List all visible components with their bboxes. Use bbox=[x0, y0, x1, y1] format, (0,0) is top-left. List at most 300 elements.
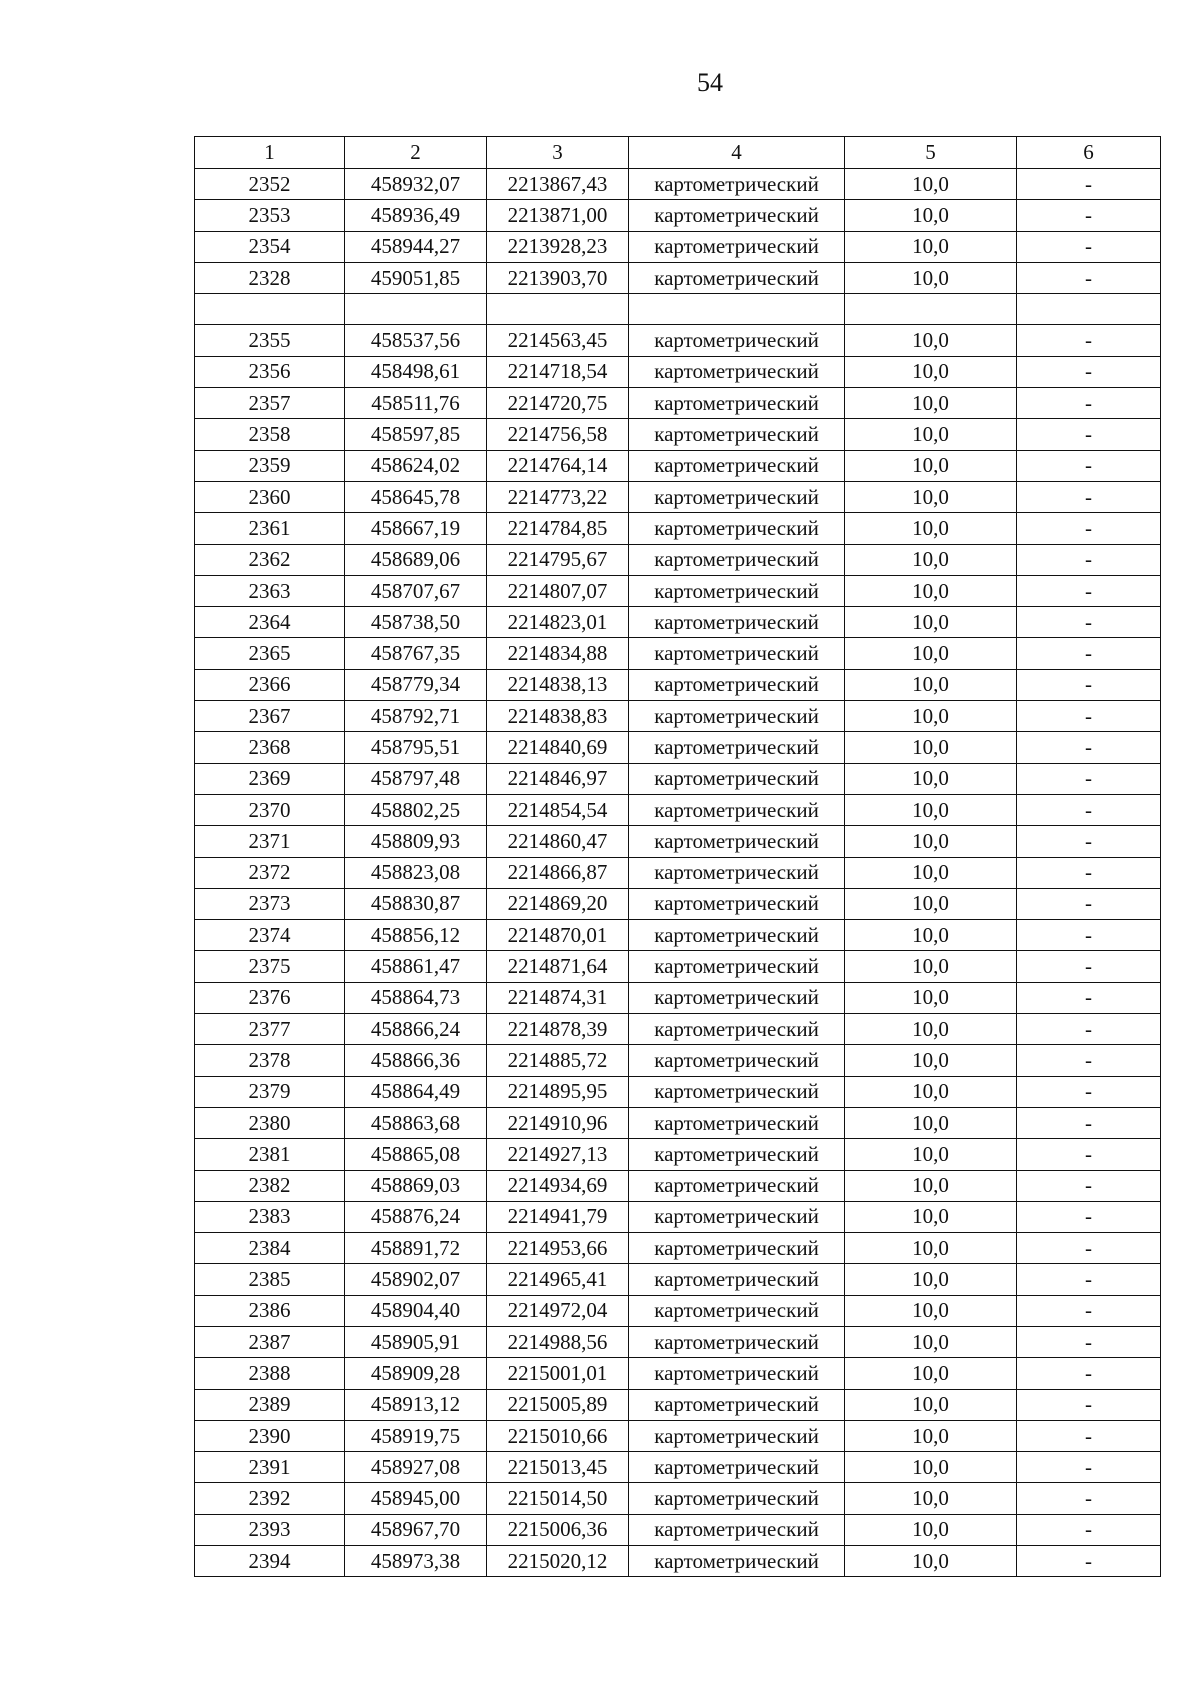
table-cell-col-1: 2375 bbox=[195, 951, 345, 982]
table-cell-col-1: 2354 bbox=[195, 231, 345, 262]
table-cell-col-4: картометрический bbox=[629, 1420, 845, 1451]
table-cell-col-2: 458667,19 bbox=[345, 513, 487, 544]
table-row bbox=[195, 1170, 1161, 1201]
table-cell-col-4: картометрический bbox=[629, 794, 845, 825]
table-row bbox=[195, 826, 1161, 857]
table-cell-col-4: картометрический bbox=[629, 1076, 845, 1107]
table-cell-col-4: картометрический bbox=[629, 1452, 845, 1483]
table-row bbox=[195, 356, 1161, 387]
table-cell-col-5: 10,0 bbox=[845, 951, 1017, 982]
table-cell-col-4: картометрический bbox=[629, 262, 845, 293]
table-cell-col-1: 2360 bbox=[195, 481, 345, 512]
table-cell-col-1: 2371 bbox=[195, 826, 345, 857]
table-cell-col-1: 2377 bbox=[195, 1014, 345, 1045]
page-number: 54 bbox=[697, 68, 723, 97]
table-row bbox=[195, 513, 1161, 544]
table-cell-col-2: 458904,40 bbox=[345, 1295, 487, 1326]
table-cell-col-4: картометрический bbox=[629, 575, 845, 606]
table-cell-col-6: - bbox=[1017, 1107, 1161, 1138]
table-cell-col-4: картометрический bbox=[629, 1233, 845, 1264]
table-row bbox=[195, 1014, 1161, 1045]
header-row bbox=[195, 137, 1161, 169]
table-cell-col-2: 458767,35 bbox=[345, 638, 487, 669]
table-cell-col-2: 458944,27 bbox=[345, 231, 487, 262]
table-cell-col-6: - bbox=[1017, 575, 1161, 606]
table-row bbox=[195, 701, 1161, 732]
table-row bbox=[195, 951, 1161, 982]
table-cell-col-3 bbox=[487, 294, 629, 325]
table-cell-col-3: 2215005,89 bbox=[487, 1389, 629, 1420]
table-cell-col-2: 458738,50 bbox=[345, 607, 487, 638]
table-cell-col-4: картометрический bbox=[629, 231, 845, 262]
table-cell-col-1: 2366 bbox=[195, 669, 345, 700]
table-cell-col-1: 2362 bbox=[195, 544, 345, 575]
table-cell-col-3: 2214941,79 bbox=[487, 1201, 629, 1232]
table-cell-col-6: - bbox=[1017, 1514, 1161, 1545]
table-row bbox=[195, 481, 1161, 512]
table-cell-col-5: 10,0 bbox=[845, 481, 1017, 512]
table-cell-col-3: 2214885,72 bbox=[487, 1045, 629, 1076]
table-cell-col-3: 2214795,67 bbox=[487, 544, 629, 575]
table-cell-col-3: 2213928,23 bbox=[487, 231, 629, 262]
table-cell-col-5: 10,0 bbox=[845, 1546, 1017, 1577]
table-cell-col-6: - bbox=[1017, 826, 1161, 857]
table-cell-col-2: 458936,49 bbox=[345, 200, 487, 231]
table-cell-col-5: 10,0 bbox=[845, 1514, 1017, 1545]
table-cell-col-3: 2214860,47 bbox=[487, 826, 629, 857]
table-cell-col-5: 10,0 bbox=[845, 794, 1017, 825]
table-cell-col-1: 2358 bbox=[195, 419, 345, 450]
table-body bbox=[195, 169, 1161, 1577]
table-cell-col-5: 10,0 bbox=[845, 169, 1017, 200]
table-cell-col-2: 459051,85 bbox=[345, 262, 487, 293]
table-cell-col-5: 10,0 bbox=[845, 732, 1017, 763]
table-cell-col-5: 10,0 bbox=[845, 763, 1017, 794]
table-row bbox=[195, 200, 1161, 231]
column-header-3: 3 bbox=[487, 137, 629, 169]
table-cell-col-5: 10,0 bbox=[845, 388, 1017, 419]
table-cell-col-4: картометрический bbox=[629, 701, 845, 732]
table-cell-col-2: 458809,93 bbox=[345, 826, 487, 857]
table-cell-col-4: картометрический bbox=[629, 763, 845, 794]
table-cell-col-6: - bbox=[1017, 544, 1161, 575]
table-cell-col-3: 2214953,66 bbox=[487, 1233, 629, 1264]
table-cell-col-4: картометрический bbox=[629, 1139, 845, 1170]
table-cell-col-5: 10,0 bbox=[845, 1326, 1017, 1357]
table-cell-col-5: 10,0 bbox=[845, 1483, 1017, 1514]
table-cell-col-5 bbox=[845, 294, 1017, 325]
table-cell-col-2: 458919,75 bbox=[345, 1420, 487, 1451]
table-cell-col-3: 2215020,12 bbox=[487, 1546, 629, 1577]
table-cell-col-4: картометрический bbox=[629, 419, 845, 450]
table-cell-col-6: - bbox=[1017, 1326, 1161, 1357]
table-cell-col-2: 458797,48 bbox=[345, 763, 487, 794]
table-cell-col-3: 2214965,41 bbox=[487, 1264, 629, 1295]
column-header-5: 5 bbox=[845, 137, 1017, 169]
column-header-6: 6 bbox=[1017, 137, 1161, 169]
table-cell-col-4: картометрический bbox=[629, 888, 845, 919]
table-cell-col-5: 10,0 bbox=[845, 826, 1017, 857]
table-cell-col-5: 10,0 bbox=[845, 1420, 1017, 1451]
table-cell-col-6: - bbox=[1017, 701, 1161, 732]
table-cell-col-3: 2213867,43 bbox=[487, 169, 629, 200]
table-cell-col-2: 458779,34 bbox=[345, 669, 487, 700]
table-cell-col-6: - bbox=[1017, 1483, 1161, 1514]
table-cell-col-4: картометрический bbox=[629, 1045, 845, 1076]
table-cell-col-6: - bbox=[1017, 1420, 1161, 1451]
table-cell-col-3: 2214878,39 bbox=[487, 1014, 629, 1045]
table-cell-col-5: 10,0 bbox=[845, 356, 1017, 387]
table-cell-col-6: - bbox=[1017, 1233, 1161, 1264]
table-cell-col-5: 10,0 bbox=[845, 1233, 1017, 1264]
table-cell-col-1: 2367 bbox=[195, 701, 345, 732]
table-cell-col-6: - bbox=[1017, 888, 1161, 919]
table-cell-col-2: 458856,12 bbox=[345, 920, 487, 951]
table-cell-col-1: 2384 bbox=[195, 1233, 345, 1264]
table-cell-col-5: 10,0 bbox=[845, 638, 1017, 669]
table-cell-col-2: 458707,67 bbox=[345, 575, 487, 606]
table-cell-col-4: картометрический bbox=[629, 951, 845, 982]
table-cell-col-5: 10,0 bbox=[845, 450, 1017, 481]
table-cell-col-5: 10,0 bbox=[845, 513, 1017, 544]
table-row bbox=[195, 732, 1161, 763]
table-cell-col-1: 2393 bbox=[195, 1514, 345, 1545]
table-cell-col-3: 2214870,01 bbox=[487, 920, 629, 951]
table-cell-col-6: - bbox=[1017, 1201, 1161, 1232]
table-cell-col-1: 2356 bbox=[195, 356, 345, 387]
table-cell-col-5: 10,0 bbox=[845, 888, 1017, 919]
table-row bbox=[195, 794, 1161, 825]
table-cell-col-2: 458909,28 bbox=[345, 1358, 487, 1389]
table-cell-col-1: 2385 bbox=[195, 1264, 345, 1295]
table-cell-col-1: 2390 bbox=[195, 1420, 345, 1451]
table-cell-col-1: 2370 bbox=[195, 794, 345, 825]
table-cell-col-2: 458864,73 bbox=[345, 982, 487, 1013]
table-cell-col-2: 458863,68 bbox=[345, 1107, 487, 1138]
table-cell-col-6: - bbox=[1017, 325, 1161, 356]
table-row bbox=[195, 982, 1161, 1013]
table-cell-col-4: картометрический bbox=[629, 1358, 845, 1389]
table-row bbox=[195, 169, 1161, 200]
table-cell-col-4: картометрический bbox=[629, 920, 845, 951]
table-cell-col-3: 2214972,04 bbox=[487, 1295, 629, 1326]
table-cell-col-1: 2353 bbox=[195, 200, 345, 231]
table-row bbox=[195, 1452, 1161, 1483]
table-cell-col-2: 458927,08 bbox=[345, 1452, 487, 1483]
table-cell-col-5: 10,0 bbox=[845, 262, 1017, 293]
table-cell-col-4: картометрический bbox=[629, 200, 845, 231]
table-cell-col-5: 10,0 bbox=[845, 1264, 1017, 1295]
table-cell-col-4: картометрический bbox=[629, 481, 845, 512]
table-cell-col-3: 2214720,75 bbox=[487, 388, 629, 419]
table-cell-col-6: - bbox=[1017, 388, 1161, 419]
table-cell-col-5: 10,0 bbox=[845, 1045, 1017, 1076]
table-cell-col-1: 2363 bbox=[195, 575, 345, 606]
table-cell-col-6: - bbox=[1017, 1264, 1161, 1295]
table-cell-col-2: 458891,72 bbox=[345, 1233, 487, 1264]
table-cell-col-3: 2214854,54 bbox=[487, 794, 629, 825]
table-cell-col-4: картометрический bbox=[629, 669, 845, 700]
table-cell-col-4 bbox=[629, 294, 845, 325]
table-cell-col-1: 2352 bbox=[195, 169, 345, 200]
table-cell-col-4: картометрический bbox=[629, 325, 845, 356]
table-row bbox=[195, 1107, 1161, 1138]
table-cell-col-3: 2214866,87 bbox=[487, 857, 629, 888]
table-cell-col-2: 458795,51 bbox=[345, 732, 487, 763]
table-row bbox=[195, 1264, 1161, 1295]
table-cell-col-1: 2365 bbox=[195, 638, 345, 669]
table-cell-col-3: 2214718,54 bbox=[487, 356, 629, 387]
table-cell-col-6: - bbox=[1017, 513, 1161, 544]
table-cell-col-5: 10,0 bbox=[845, 544, 1017, 575]
table-row bbox=[195, 419, 1161, 450]
table-cell-col-1 bbox=[195, 294, 345, 325]
table-cell-col-4: картометрический bbox=[629, 1201, 845, 1232]
table-cell-col-5: 10,0 bbox=[845, 857, 1017, 888]
table-cell-col-3: 2214784,85 bbox=[487, 513, 629, 544]
table-cell-col-2: 458876,24 bbox=[345, 1201, 487, 1232]
table-cell-col-3: 2214895,95 bbox=[487, 1076, 629, 1107]
table-cell-col-2: 458792,71 bbox=[345, 701, 487, 732]
table-cell-col-1: 2361 bbox=[195, 513, 345, 544]
table-cell-col-6: - bbox=[1017, 1076, 1161, 1107]
table-cell-col-5: 10,0 bbox=[845, 669, 1017, 700]
table-cell-col-6: - bbox=[1017, 1139, 1161, 1170]
table-cell-col-6: - bbox=[1017, 638, 1161, 669]
table-cell-col-1: 2392 bbox=[195, 1483, 345, 1514]
table-cell-col-1: 2368 bbox=[195, 732, 345, 763]
table-cell-col-2: 458537,56 bbox=[345, 325, 487, 356]
table-cell-col-6: - bbox=[1017, 200, 1161, 231]
table-cell-col-3: 2214846,97 bbox=[487, 763, 629, 794]
table-cell-col-1: 2388 bbox=[195, 1358, 345, 1389]
table-cell-col-4: картометрический bbox=[629, 982, 845, 1013]
table-cell-col-3: 2214563,45 bbox=[487, 325, 629, 356]
table-row bbox=[195, 1076, 1161, 1107]
table-cell-col-6: - bbox=[1017, 951, 1161, 982]
table-cell-col-5: 10,0 bbox=[845, 419, 1017, 450]
table-cell-col-2: 458913,12 bbox=[345, 1389, 487, 1420]
table-row bbox=[195, 231, 1161, 262]
table-cell-col-5: 10,0 bbox=[845, 325, 1017, 356]
table-cell-col-4: картометрический bbox=[629, 1107, 845, 1138]
table-row bbox=[195, 1139, 1161, 1170]
table-cell-col-5: 10,0 bbox=[845, 982, 1017, 1013]
table-row bbox=[195, 325, 1161, 356]
table-cell-col-3: 2214807,07 bbox=[487, 575, 629, 606]
table-cell-col-1: 2382 bbox=[195, 1170, 345, 1201]
table-cell-col-2: 458973,38 bbox=[345, 1546, 487, 1577]
table-cell-col-6: - bbox=[1017, 1546, 1161, 1577]
table-cell-col-6: - bbox=[1017, 262, 1161, 293]
table-cell-col-6: - bbox=[1017, 920, 1161, 951]
table-cell-col-5: 10,0 bbox=[845, 200, 1017, 231]
table-cell-col-5: 10,0 bbox=[845, 607, 1017, 638]
table-cell-col-4: картометрический bbox=[629, 1514, 845, 1545]
table-cell-col-6: - bbox=[1017, 231, 1161, 262]
table-cell-col-4: картометрический bbox=[629, 544, 845, 575]
table-row bbox=[195, 669, 1161, 700]
table-cell-col-5: 10,0 bbox=[845, 1452, 1017, 1483]
table-cell-col-3: 2215010,66 bbox=[487, 1420, 629, 1451]
table-row bbox=[195, 888, 1161, 919]
table-cell-col-2: 458865,08 bbox=[345, 1139, 487, 1170]
column-header-1: 1 bbox=[195, 137, 345, 169]
table-cell-col-1: 2376 bbox=[195, 982, 345, 1013]
table-cell-col-4: картометрический bbox=[629, 857, 845, 888]
table-cell-col-6: - bbox=[1017, 169, 1161, 200]
table-row bbox=[195, 1546, 1161, 1577]
table-cell-col-1: 2373 bbox=[195, 888, 345, 919]
table-cell-col-4: картометрический bbox=[629, 1295, 845, 1326]
table-cell-col-4: картометрический bbox=[629, 1389, 845, 1420]
table-cell-col-5: 10,0 bbox=[845, 1076, 1017, 1107]
table-cell-col-6: - bbox=[1017, 1014, 1161, 1045]
table-cell-col-4: картометрический bbox=[629, 388, 845, 419]
table-cell-col-2: 458902,07 bbox=[345, 1264, 487, 1295]
table-cell-col-1: 2381 bbox=[195, 1139, 345, 1170]
table-cell-col-6: - bbox=[1017, 763, 1161, 794]
table-row bbox=[195, 1326, 1161, 1357]
table-cell-col-6: - bbox=[1017, 1045, 1161, 1076]
table-cell-col-4: картометрический bbox=[629, 1483, 845, 1514]
column-header-4: 4 bbox=[629, 137, 845, 169]
table-row bbox=[195, 294, 1161, 325]
table-cell-col-5: 10,0 bbox=[845, 1389, 1017, 1420]
table-cell-col-1: 2383 bbox=[195, 1201, 345, 1232]
table-cell-col-1: 2359 bbox=[195, 450, 345, 481]
table-row bbox=[195, 857, 1161, 888]
table-cell-col-2: 458802,25 bbox=[345, 794, 487, 825]
table-cell-col-2: 458498,61 bbox=[345, 356, 487, 387]
table-cell-col-3: 2215001,01 bbox=[487, 1358, 629, 1389]
table-cell-col-6: - bbox=[1017, 450, 1161, 481]
table-cell-col-1: 2379 bbox=[195, 1076, 345, 1107]
table-cell-col-6: - bbox=[1017, 419, 1161, 450]
table-cell-col-6: - bbox=[1017, 794, 1161, 825]
table-cell-col-3: 2215014,50 bbox=[487, 1483, 629, 1514]
table-cell-col-4: картометрический bbox=[629, 1264, 845, 1295]
table-cell-col-1: 2374 bbox=[195, 920, 345, 951]
table-cell-col-5: 10,0 bbox=[845, 1170, 1017, 1201]
table-cell-col-4: картометрический bbox=[629, 826, 845, 857]
table-cell-col-1: 2389 bbox=[195, 1389, 345, 1420]
table-cell-col-6: - bbox=[1017, 1295, 1161, 1326]
table-row bbox=[195, 388, 1161, 419]
table-cell-col-1: 2355 bbox=[195, 325, 345, 356]
table-row bbox=[195, 1045, 1161, 1076]
table-cell-col-3: 2214934,69 bbox=[487, 1170, 629, 1201]
table-cell-col-3: 2213871,00 bbox=[487, 200, 629, 231]
table-cell-col-2: 458932,07 bbox=[345, 169, 487, 200]
table-cell-col-5: 10,0 bbox=[845, 701, 1017, 732]
table-cell-col-2: 458967,70 bbox=[345, 1514, 487, 1545]
table-cell-col-4: картометрический bbox=[629, 1546, 845, 1577]
table-cell-col-1: 2328 bbox=[195, 262, 345, 293]
table-row bbox=[195, 450, 1161, 481]
table-cell-col-2: 458945,00 bbox=[345, 1483, 487, 1514]
table-cell-col-4: картометрический bbox=[629, 450, 845, 481]
table-cell-col-6 bbox=[1017, 294, 1161, 325]
table-cell-col-2: 458597,85 bbox=[345, 419, 487, 450]
table-row bbox=[195, 763, 1161, 794]
table-cell-col-3: 2214773,22 bbox=[487, 481, 629, 512]
table-cell-col-6: - bbox=[1017, 1389, 1161, 1420]
table-row bbox=[195, 920, 1161, 951]
table-cell-col-4: картометрический bbox=[629, 513, 845, 544]
table-cell-col-1: 2378 bbox=[195, 1045, 345, 1076]
table-cell-col-5: 10,0 bbox=[845, 575, 1017, 606]
table-row bbox=[195, 262, 1161, 293]
table-row bbox=[195, 1233, 1161, 1264]
table-cell-col-5: 10,0 bbox=[845, 1201, 1017, 1232]
table-row bbox=[195, 638, 1161, 669]
table-cell-col-3: 2214869,20 bbox=[487, 888, 629, 919]
table-cell-col-3: 2214840,69 bbox=[487, 732, 629, 763]
table-cell-col-1: 2364 bbox=[195, 607, 345, 638]
table-cell-col-1: 2372 bbox=[195, 857, 345, 888]
table-cell-col-6: - bbox=[1017, 356, 1161, 387]
table-cell-col-3: 2213903,70 bbox=[487, 262, 629, 293]
table-cell-col-5: 10,0 bbox=[845, 1107, 1017, 1138]
table-cell-col-3: 2214756,58 bbox=[487, 419, 629, 450]
table-cell-col-3: 2214910,96 bbox=[487, 1107, 629, 1138]
table-cell-col-4: картометрический bbox=[629, 607, 845, 638]
table-cell-col-3: 2214764,14 bbox=[487, 450, 629, 481]
table-cell-col-2: 458511,76 bbox=[345, 388, 487, 419]
table-cell-col-5: 10,0 bbox=[845, 1295, 1017, 1326]
table-cell-col-1: 2391 bbox=[195, 1452, 345, 1483]
table-cell-col-1: 2386 bbox=[195, 1295, 345, 1326]
table-cell-col-4: картометрический bbox=[629, 356, 845, 387]
table-cell-col-2: 458864,49 bbox=[345, 1076, 487, 1107]
table-cell-col-3: 2214838,83 bbox=[487, 701, 629, 732]
table-row bbox=[195, 1201, 1161, 1232]
table-cell-col-2: 458645,78 bbox=[345, 481, 487, 512]
table-cell-col-6: - bbox=[1017, 982, 1161, 1013]
table-cell-col-4: картометрический bbox=[629, 1170, 845, 1201]
table-cell-col-5: 10,0 bbox=[845, 920, 1017, 951]
table-cell-col-2: 458689,06 bbox=[345, 544, 487, 575]
table-cell-col-2: 458823,08 bbox=[345, 857, 487, 888]
table-cell-col-2: 458869,03 bbox=[345, 1170, 487, 1201]
column-header-2: 2 bbox=[345, 137, 487, 169]
table-cell-col-5: 10,0 bbox=[845, 1014, 1017, 1045]
table-cell-col-6: - bbox=[1017, 1452, 1161, 1483]
table-row bbox=[195, 544, 1161, 575]
table-cell-col-1: 2380 bbox=[195, 1107, 345, 1138]
table-cell-col-4: картометрический bbox=[629, 169, 845, 200]
table-row bbox=[195, 1295, 1161, 1326]
table-cell-col-4: картометрический bbox=[629, 1014, 845, 1045]
table-cell-col-4: картометрический bbox=[629, 732, 845, 763]
table-row bbox=[195, 1483, 1161, 1514]
table-row bbox=[195, 1514, 1161, 1545]
table-cell-col-6: - bbox=[1017, 607, 1161, 638]
table-cell-col-3: 2214927,13 bbox=[487, 1139, 629, 1170]
table-cell-col-3: 2214834,88 bbox=[487, 638, 629, 669]
table-cell-col-3: 2214823,01 bbox=[487, 607, 629, 638]
table-cell-col-2: 458624,02 bbox=[345, 450, 487, 481]
table-cell-col-2: 458866,36 bbox=[345, 1045, 487, 1076]
table-cell-col-3: 2214988,56 bbox=[487, 1326, 629, 1357]
table-header bbox=[195, 137, 1161, 169]
table-cell-col-6: - bbox=[1017, 732, 1161, 763]
table-cell-col-5: 10,0 bbox=[845, 1358, 1017, 1389]
table-cell-col-3: 2215013,45 bbox=[487, 1452, 629, 1483]
table-cell-col-6: - bbox=[1017, 857, 1161, 888]
table-cell-col-6: - bbox=[1017, 481, 1161, 512]
